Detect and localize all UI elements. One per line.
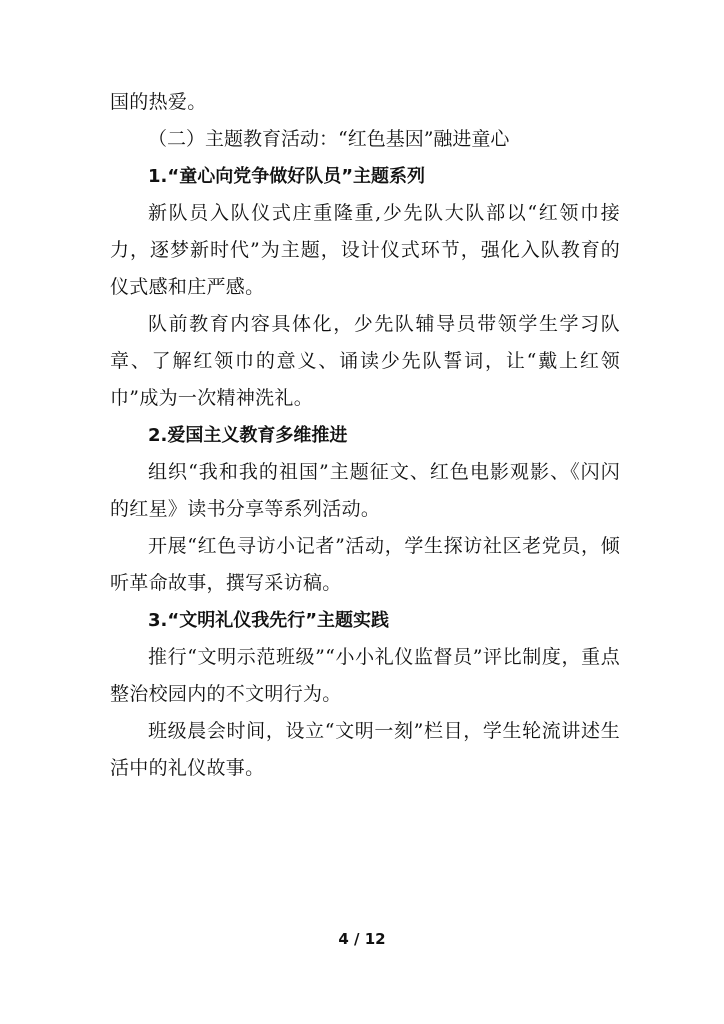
document-body <box>110 84 620 787</box>
paragraph: 组织“我和我的祖国”主题征文、红色电影观影、《闪闪的红星》读书分享等系列活动。 <box>110 461 620 520</box>
section-subtitle: （二）主题教育活动：“红色基因”融进童心 <box>148 128 510 150</box>
paragraph: 班级晨会时间，设立“文明一刻”栏目，学生轮流讲述生活中的礼仪故事。 <box>110 720 620 779</box>
heading-1: 1.“童心向党争做好队员”主题系列 <box>148 166 426 187</box>
heading-2: 2.爱国主义教育多维推进 <box>148 425 348 446</box>
paragraph-continuation: 国的热爱。 <box>110 91 207 113</box>
paragraph: 推行“文明示范班级”“小小礼仪监督员”评比制度，重点整治校园内的不文明行为。 <box>110 646 620 705</box>
heading-3: 3.“文明礼仪我先行”主题实践 <box>148 610 390 631</box>
paragraph: 开展“红色寻访小记者”活动，学生探访社区老党员，倾听革命故事，撰写采访稿。 <box>110 535 620 594</box>
paragraph: 新队员入队仪式庄重隆重,少先队大队部以“红领巾接力，逐梦新时代”为主题，设计仪式环节，强化入队教育的仪式感和庄严感。 <box>110 202 620 298</box>
page-number: 4 / 12 <box>338 930 386 948</box>
paragraph: 队前教育内容具体化，少先队辅导员带领学生学习队章、了解红领巾的意义、诵读少先队誓词，让“戴上红领巾”成为一次精神洗礼。 <box>110 313 620 409</box>
